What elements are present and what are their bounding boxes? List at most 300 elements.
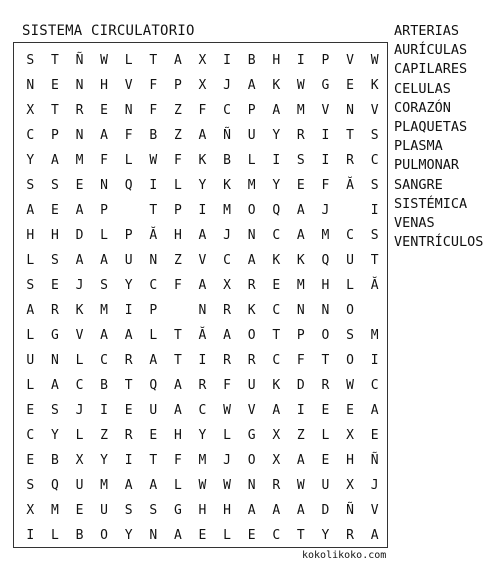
grid-cell[interactable]: J [370, 478, 379, 493]
grid-cell[interactable]: H [50, 228, 59, 243]
grid-cell[interactable]: K [272, 378, 281, 393]
grid-cell[interactable]: L [50, 528, 59, 543]
grid-cell[interactable]: W [296, 478, 305, 493]
grid-cell[interactable]: Y [198, 178, 207, 193]
grid-cell[interactable]: K [296, 253, 305, 268]
grid-cell[interactable]: E [149, 428, 158, 443]
grid-cell[interactable]: T [149, 203, 158, 218]
grid-cell[interactable]: J [223, 228, 231, 243]
grid-cell[interactable]: H [223, 503, 231, 518]
grid-cell[interactable]: R [247, 278, 256, 293]
grid-cell[interactable]: N [321, 303, 330, 318]
grid-cell[interactable]: L [321, 428, 330, 443]
grid-cell[interactable]: L [173, 178, 182, 193]
grid-cell[interactable]: U [100, 503, 108, 518]
grid-cell[interactable]: F [100, 153, 108, 168]
grid-cell[interactable]: F [149, 78, 158, 93]
grid-cell[interactable]: T [321, 353, 330, 368]
grid-cell[interactable]: H [198, 503, 207, 518]
grid-cell[interactable]: Ñ [223, 128, 231, 143]
grid-cell[interactable]: F [173, 453, 182, 468]
grid-cell[interactable]: P [173, 78, 182, 93]
grid-cell[interactable]: G [50, 328, 59, 343]
grid-cell[interactable]: P [173, 203, 182, 218]
grid-cell[interactable]: A [198, 278, 207, 293]
grid-cell[interactable]: U [124, 253, 133, 268]
grid-cell[interactable]: V [370, 503, 379, 518]
grid-cell[interactable]: U [247, 378, 256, 393]
grid-cell[interactable]: A [173, 403, 182, 418]
grid-cell[interactable]: A [100, 128, 108, 143]
grid-cell[interactable]: N [124, 103, 133, 118]
grid-cell[interactable]: W [296, 78, 305, 93]
grid-cell[interactable]: Y [272, 128, 281, 143]
grid-cell[interactable]: W [223, 478, 231, 493]
grid-cell[interactable]: A [198, 128, 207, 143]
grid-cell[interactable]: U [75, 478, 84, 493]
grid-cell[interactable]: A [272, 103, 281, 118]
grid-cell[interactable]: U [346, 253, 354, 268]
grid-cell[interactable]: F [321, 178, 330, 193]
grid-cell[interactable]: E [50, 278, 59, 293]
grid-cell[interactable]: K [75, 303, 84, 318]
grid-cell[interactable]: R [346, 528, 354, 543]
grid-cell[interactable]: Q [272, 203, 281, 218]
grid-cell[interactable]: P [124, 228, 133, 243]
grid-cell[interactable]: Y [26, 153, 35, 168]
grid-cell[interactable]: E [50, 78, 59, 93]
grid-cell[interactable]: S [346, 328, 354, 343]
grid-cell[interactable]: Y [124, 278, 133, 293]
grid-cell[interactable]: A [173, 53, 182, 68]
grid-cell[interactable]: P [50, 128, 59, 143]
grid-cell[interactable]: W [198, 478, 207, 493]
grid-cell[interactable]: X [75, 453, 84, 468]
grid-cell[interactable]: T [272, 328, 281, 343]
grid-cell[interactable]: M [223, 203, 231, 218]
grid-cell[interactable]: B [50, 453, 59, 468]
grid-cell[interactable]: I [370, 203, 379, 218]
grid-cell[interactable]: C [272, 353, 281, 368]
grid-cell[interactable]: I [296, 53, 305, 68]
grid-cell[interactable]: C [26, 128, 35, 143]
grid-cell[interactable]: U [26, 353, 35, 368]
grid-cell[interactable]: D [321, 503, 330, 518]
grid-cell[interactable]: X [272, 453, 281, 468]
grid-cell[interactable]: Z [173, 128, 182, 143]
grid-cell[interactable]: W [346, 378, 354, 393]
grid-cell[interactable]: L [26, 328, 35, 343]
grid-cell[interactable]: I [149, 178, 158, 193]
grid-cell[interactable]: Y [272, 178, 281, 193]
grid-cell[interactable]: E [346, 403, 354, 418]
grid-cell[interactable]: C [370, 153, 379, 168]
grid-cell[interactable]: H [100, 78, 108, 93]
grid-cell[interactable]: N [26, 78, 35, 93]
grid-cell[interactable]: E [100, 103, 108, 118]
grid-cell[interactable]: T [370, 253, 379, 268]
grid-cell[interactable]: T [149, 453, 158, 468]
grid-cell[interactable]: J [223, 453, 231, 468]
grid-cell[interactable]: M [321, 228, 330, 243]
grid-cell[interactable]: O [100, 528, 108, 543]
grid-cell[interactable]: Ñ [75, 53, 84, 68]
grid-cell[interactable]: A [26, 203, 35, 218]
grid-cell[interactable]: M [247, 178, 256, 193]
grid-cell[interactable]: E [346, 78, 354, 93]
grid-cell[interactable]: B [223, 153, 231, 168]
grid-cell[interactable]: P [247, 103, 256, 118]
grid-cell[interactable]: L [124, 153, 133, 168]
grid-cell[interactable]: V [75, 328, 84, 343]
grid-cell[interactable]: V [346, 53, 354, 68]
grid-cell[interactable]: L [247, 153, 256, 168]
grid-cell[interactable]: Ñ [370, 453, 379, 468]
grid-cell[interactable]: S [26, 278, 35, 293]
grid-cell[interactable]: M [100, 303, 108, 318]
grid-cell[interactable]: T [149, 53, 158, 68]
grid-cell[interactable]: A [173, 378, 182, 393]
grid-cell[interactable]: X [198, 78, 207, 93]
grid-cell[interactable]: E [247, 528, 256, 543]
grid-cell[interactable]: R [124, 428, 133, 443]
grid-cell[interactable]: S [149, 503, 158, 518]
grid-cell[interactable]: G [173, 503, 182, 518]
grid-cell[interactable]: Ă [346, 178, 354, 193]
grid-cell[interactable]: Y [50, 428, 59, 443]
grid-cell[interactable]: Y [124, 528, 133, 543]
grid-cell[interactable]: R [296, 128, 305, 143]
grid-cell[interactable]: A [75, 253, 84, 268]
grid-cell[interactable]: E [370, 428, 379, 443]
grid-cell[interactable]: A [50, 378, 59, 393]
grid-cell[interactable]: H [173, 428, 182, 443]
grid-cell[interactable]: K [272, 78, 281, 93]
grid-cell[interactable]: L [223, 428, 231, 443]
grid-cell[interactable]: A [26, 303, 35, 318]
grid-cell[interactable]: Y [100, 453, 108, 468]
grid-cell[interactable]: Ă [149, 228, 158, 243]
grid-cell[interactable]: E [272, 278, 281, 293]
grid-cell[interactable]: K [272, 253, 281, 268]
grid-cell[interactable] [166, 298, 191, 323]
grid-cell[interactable] [338, 198, 363, 223]
grid-cell[interactable]: A [124, 328, 133, 343]
grid-cell[interactable]: J [75, 403, 84, 418]
grid-cell[interactable]: Ă [370, 278, 379, 293]
grid-cell[interactable]: R [75, 103, 84, 118]
grid-cell[interactable]: Q [50, 478, 59, 493]
grid-cell[interactable]: A [149, 353, 158, 368]
grid-cell[interactable]: C [100, 353, 108, 368]
grid-cell[interactable]: H [272, 53, 281, 68]
grid-cell[interactable]: N [149, 528, 158, 543]
grid-cell[interactable]: B [75, 528, 84, 543]
grid-cell[interactable]: X [26, 103, 35, 118]
grid-cell[interactable]: C [223, 103, 231, 118]
grid-cell[interactable]: O [321, 328, 330, 343]
grid-cell[interactable]: J [75, 278, 84, 293]
grid-cell[interactable]: G [321, 78, 330, 93]
grid-cell[interactable]: I [100, 403, 108, 418]
grid-cell[interactable]: N [198, 303, 207, 318]
grid-cell[interactable]: I [26, 528, 35, 543]
grid-cell[interactable]: W [149, 153, 158, 168]
grid-cell[interactable]: K [198, 153, 207, 168]
grid-cell[interactable]: J [223, 78, 231, 93]
grid-cell[interactable]: Y [321, 528, 330, 543]
grid-cell[interactable]: L [346, 278, 354, 293]
grid-cell[interactable]: I [272, 153, 281, 168]
grid-cell[interactable]: A [370, 528, 379, 543]
grid-cell[interactable]: C [346, 228, 354, 243]
grid-cell[interactable]: F [198, 103, 207, 118]
grid-cell[interactable]: F [296, 353, 305, 368]
grid-cell[interactable]: L [75, 428, 84, 443]
grid-cell[interactable]: A [100, 328, 108, 343]
grid-cell[interactable]: S [26, 478, 35, 493]
grid-cell[interactable]: T [173, 353, 182, 368]
grid-cell[interactable]: C [223, 253, 231, 268]
grid-cell[interactable]: F [149, 103, 158, 118]
grid-cell[interactable]: W [370, 53, 379, 68]
grid-cell[interactable]: V [247, 403, 256, 418]
grid-cell[interactable]: G [247, 428, 256, 443]
grid-cell[interactable]: Ă [198, 328, 207, 343]
grid-cell[interactable]: N [149, 253, 158, 268]
grid-cell[interactable]: S [50, 178, 59, 193]
grid-cell[interactable]: S [124, 503, 133, 518]
grid-cell[interactable]: K [370, 78, 379, 93]
grid-cell[interactable]: I [321, 128, 330, 143]
grid-cell[interactable]: N [296, 303, 305, 318]
grid-cell[interactable]: E [124, 403, 133, 418]
grid-cell[interactable]: Y [198, 428, 207, 443]
grid-cell[interactable]: L [223, 528, 231, 543]
grid-cell[interactable]: W [100, 53, 108, 68]
grid-cell[interactable]: I [370, 353, 379, 368]
grid-cell[interactable]: J [321, 203, 330, 218]
grid-cell[interactable]: T [346, 128, 354, 143]
grid-cell[interactable]: E [321, 403, 330, 418]
grid-cell[interactable]: D [296, 378, 305, 393]
grid-cell[interactable]: H [26, 228, 35, 243]
grid-cell[interactable]: A [247, 78, 256, 93]
grid-cell[interactable]: V [198, 253, 207, 268]
grid-cell[interactable]: I [124, 453, 133, 468]
grid-cell[interactable]: A [173, 528, 182, 543]
grid-cell[interactable]: S [296, 153, 305, 168]
grid-cell[interactable]: C [370, 378, 379, 393]
grid-cell[interactable]: M [296, 278, 305, 293]
grid-cell[interactable]: E [26, 403, 35, 418]
grid-cell[interactable]: X [198, 53, 207, 68]
grid-cell[interactable]: N [75, 78, 84, 93]
grid-cell[interactable]: Z [173, 103, 182, 118]
grid-cell[interactable]: K [247, 303, 256, 318]
grid-cell[interactable]: C [75, 378, 84, 393]
grid-cell[interactable]: F [124, 128, 133, 143]
grid-cell[interactable]: X [272, 428, 281, 443]
grid-cell[interactable]: R [198, 378, 207, 393]
grid-cell[interactable]: R [223, 303, 231, 318]
grid-cell[interactable]: T [173, 328, 182, 343]
grid-cell[interactable]: F [223, 378, 231, 393]
grid-cell[interactable]: R [247, 353, 256, 368]
grid-cell[interactable]: I [321, 153, 330, 168]
grid-cell[interactable]: I [198, 353, 207, 368]
grid-cell[interactable]: D [75, 228, 84, 243]
grid-cell[interactable]: M [296, 103, 305, 118]
grid-cell[interactable]: T [50, 53, 59, 68]
grid-cell[interactable]: H [321, 278, 330, 293]
grid-cell[interactable]: N [50, 353, 59, 368]
grid-cell[interactable] [362, 298, 387, 323]
grid-cell[interactable]: U [149, 403, 158, 418]
grid-cell[interactable]: I [124, 303, 133, 318]
grid-cell[interactable]: R [124, 353, 133, 368]
grid-cell[interactable]: S [370, 128, 379, 143]
grid-cell[interactable]: O [247, 203, 256, 218]
grid-cell[interactable]: P [296, 328, 305, 343]
grid-cell[interactable]: N [100, 178, 108, 193]
grid-cell[interactable]: A [124, 478, 133, 493]
grid-cell[interactable]: C [272, 303, 281, 318]
grid-cell[interactable]: Z [296, 428, 305, 443]
grid-cell[interactable]: C [198, 403, 207, 418]
grid-cell[interactable]: Q [321, 253, 330, 268]
grid-cell[interactable] [116, 198, 141, 223]
grid-cell[interactable]: A [296, 228, 305, 243]
grid-cell[interactable]: A [50, 153, 59, 168]
grid-cell[interactable]: K [223, 178, 231, 193]
grid-cell[interactable]: A [296, 453, 305, 468]
grid-cell[interactable]: A [296, 203, 305, 218]
grid-cell[interactable]: E [321, 453, 330, 468]
grid-cell[interactable]: S [370, 228, 379, 243]
grid-cell[interactable]: S [50, 253, 59, 268]
grid-cell[interactable]: H [346, 453, 354, 468]
grid-cell[interactable]: A [370, 403, 379, 418]
grid-cell[interactable]: B [100, 378, 108, 393]
grid-cell[interactable]: M [198, 453, 207, 468]
grid-cell[interactable]: F [173, 153, 182, 168]
grid-cell[interactable]: Q [149, 378, 158, 393]
grid-cell[interactable]: X [346, 478, 354, 493]
grid-cell[interactable]: A [247, 503, 256, 518]
grid-cell[interactable]: E [198, 528, 207, 543]
grid-cell[interactable]: S [26, 178, 35, 193]
grid-cell[interactable]: R [223, 353, 231, 368]
grid-cell[interactable]: M [75, 153, 84, 168]
grid-cell[interactable]: R [50, 303, 59, 318]
grid-cell[interactable]: E [75, 503, 84, 518]
grid-cell[interactable]: R [321, 378, 330, 393]
grid-cell[interactable]: Ñ [346, 503, 354, 518]
grid-cell[interactable]: Z [173, 253, 182, 268]
grid-cell[interactable]: R [346, 153, 354, 168]
grid-cell[interactable]: M [370, 328, 379, 343]
grid-cell[interactable]: A [272, 503, 281, 518]
grid-cell[interactable]: F [173, 278, 182, 293]
grid-cell[interactable]: A [75, 203, 84, 218]
grid-cell[interactable]: A [272, 403, 281, 418]
grid-cell[interactable]: L [149, 328, 158, 343]
grid-cell[interactable]: X [26, 503, 35, 518]
grid-cell[interactable]: T [124, 378, 133, 393]
grid-cell[interactable]: C [272, 228, 281, 243]
grid-cell[interactable]: V [124, 78, 133, 93]
grid-cell[interactable]: A [247, 253, 256, 268]
grid-cell[interactable]: P [100, 203, 108, 218]
grid-cell[interactable]: O [346, 303, 354, 318]
grid-cell[interactable]: S [370, 178, 379, 193]
grid-cell[interactable]: L [75, 353, 84, 368]
grid-cell[interactable]: X [346, 428, 354, 443]
grid-cell[interactable]: L [100, 228, 108, 243]
grid-cell[interactable]: M [50, 503, 59, 518]
grid-cell[interactable]: O [247, 453, 256, 468]
grid-cell[interactable]: O [346, 353, 354, 368]
grid-cell[interactable]: S [100, 278, 108, 293]
grid-cell[interactable]: O [247, 328, 256, 343]
grid-cell[interactable]: L [173, 478, 182, 493]
grid-cell[interactable]: A [198, 228, 207, 243]
grid-cell[interactable]: A [296, 503, 305, 518]
grid-cell[interactable]: C [26, 428, 35, 443]
grid-cell[interactable]: A [149, 478, 158, 493]
grid-cell[interactable]: L [26, 253, 35, 268]
grid-cell[interactable]: R [272, 478, 281, 493]
grid-cell[interactable]: V [370, 103, 379, 118]
grid-cell[interactable]: U [247, 128, 256, 143]
grid-cell[interactable]: N [247, 478, 256, 493]
grid-cell[interactable]: I [198, 203, 207, 218]
grid-cell[interactable]: L [26, 378, 35, 393]
grid-cell[interactable]: P [321, 53, 330, 68]
grid-cell[interactable]: S [26, 53, 35, 68]
grid-cell[interactable]: E [50, 203, 59, 218]
grid-cell[interactable]: N [75, 128, 84, 143]
grid-cell[interactable]: T [50, 103, 59, 118]
grid-cell[interactable]: L [124, 53, 133, 68]
grid-cell[interactable]: H [173, 228, 182, 243]
grid-cell[interactable]: N [346, 103, 354, 118]
grid-cell[interactable]: Z [100, 428, 108, 443]
grid-cell[interactable]: E [75, 178, 84, 193]
grid-cell[interactable]: M [100, 478, 108, 493]
grid-cell[interactable]: B [149, 128, 158, 143]
grid-cell[interactable]: S [50, 403, 59, 418]
grid-cell[interactable]: C [149, 278, 158, 293]
grid-cell[interactable]: A [100, 253, 108, 268]
grid-cell[interactable]: T [296, 528, 305, 543]
grid-cell[interactable]: C [272, 528, 281, 543]
grid-cell[interactable]: X [223, 278, 231, 293]
grid-cell[interactable]: N [247, 228, 256, 243]
grid-cell[interactable]: I [296, 403, 305, 418]
grid-cell[interactable]: Q [124, 178, 133, 193]
grid-cell[interactable]: U [321, 478, 330, 493]
grid-cell[interactable]: V [321, 103, 330, 118]
grid-cell[interactable]: I [223, 53, 231, 68]
grid-cell[interactable]: B [247, 53, 256, 68]
grid-cell[interactable]: E [296, 178, 305, 193]
grid-cell[interactable]: A [223, 328, 231, 343]
grid-cell[interactable]: W [223, 403, 231, 418]
grid-cell[interactable]: E [26, 453, 35, 468]
grid-cell[interactable]: P [149, 303, 158, 318]
